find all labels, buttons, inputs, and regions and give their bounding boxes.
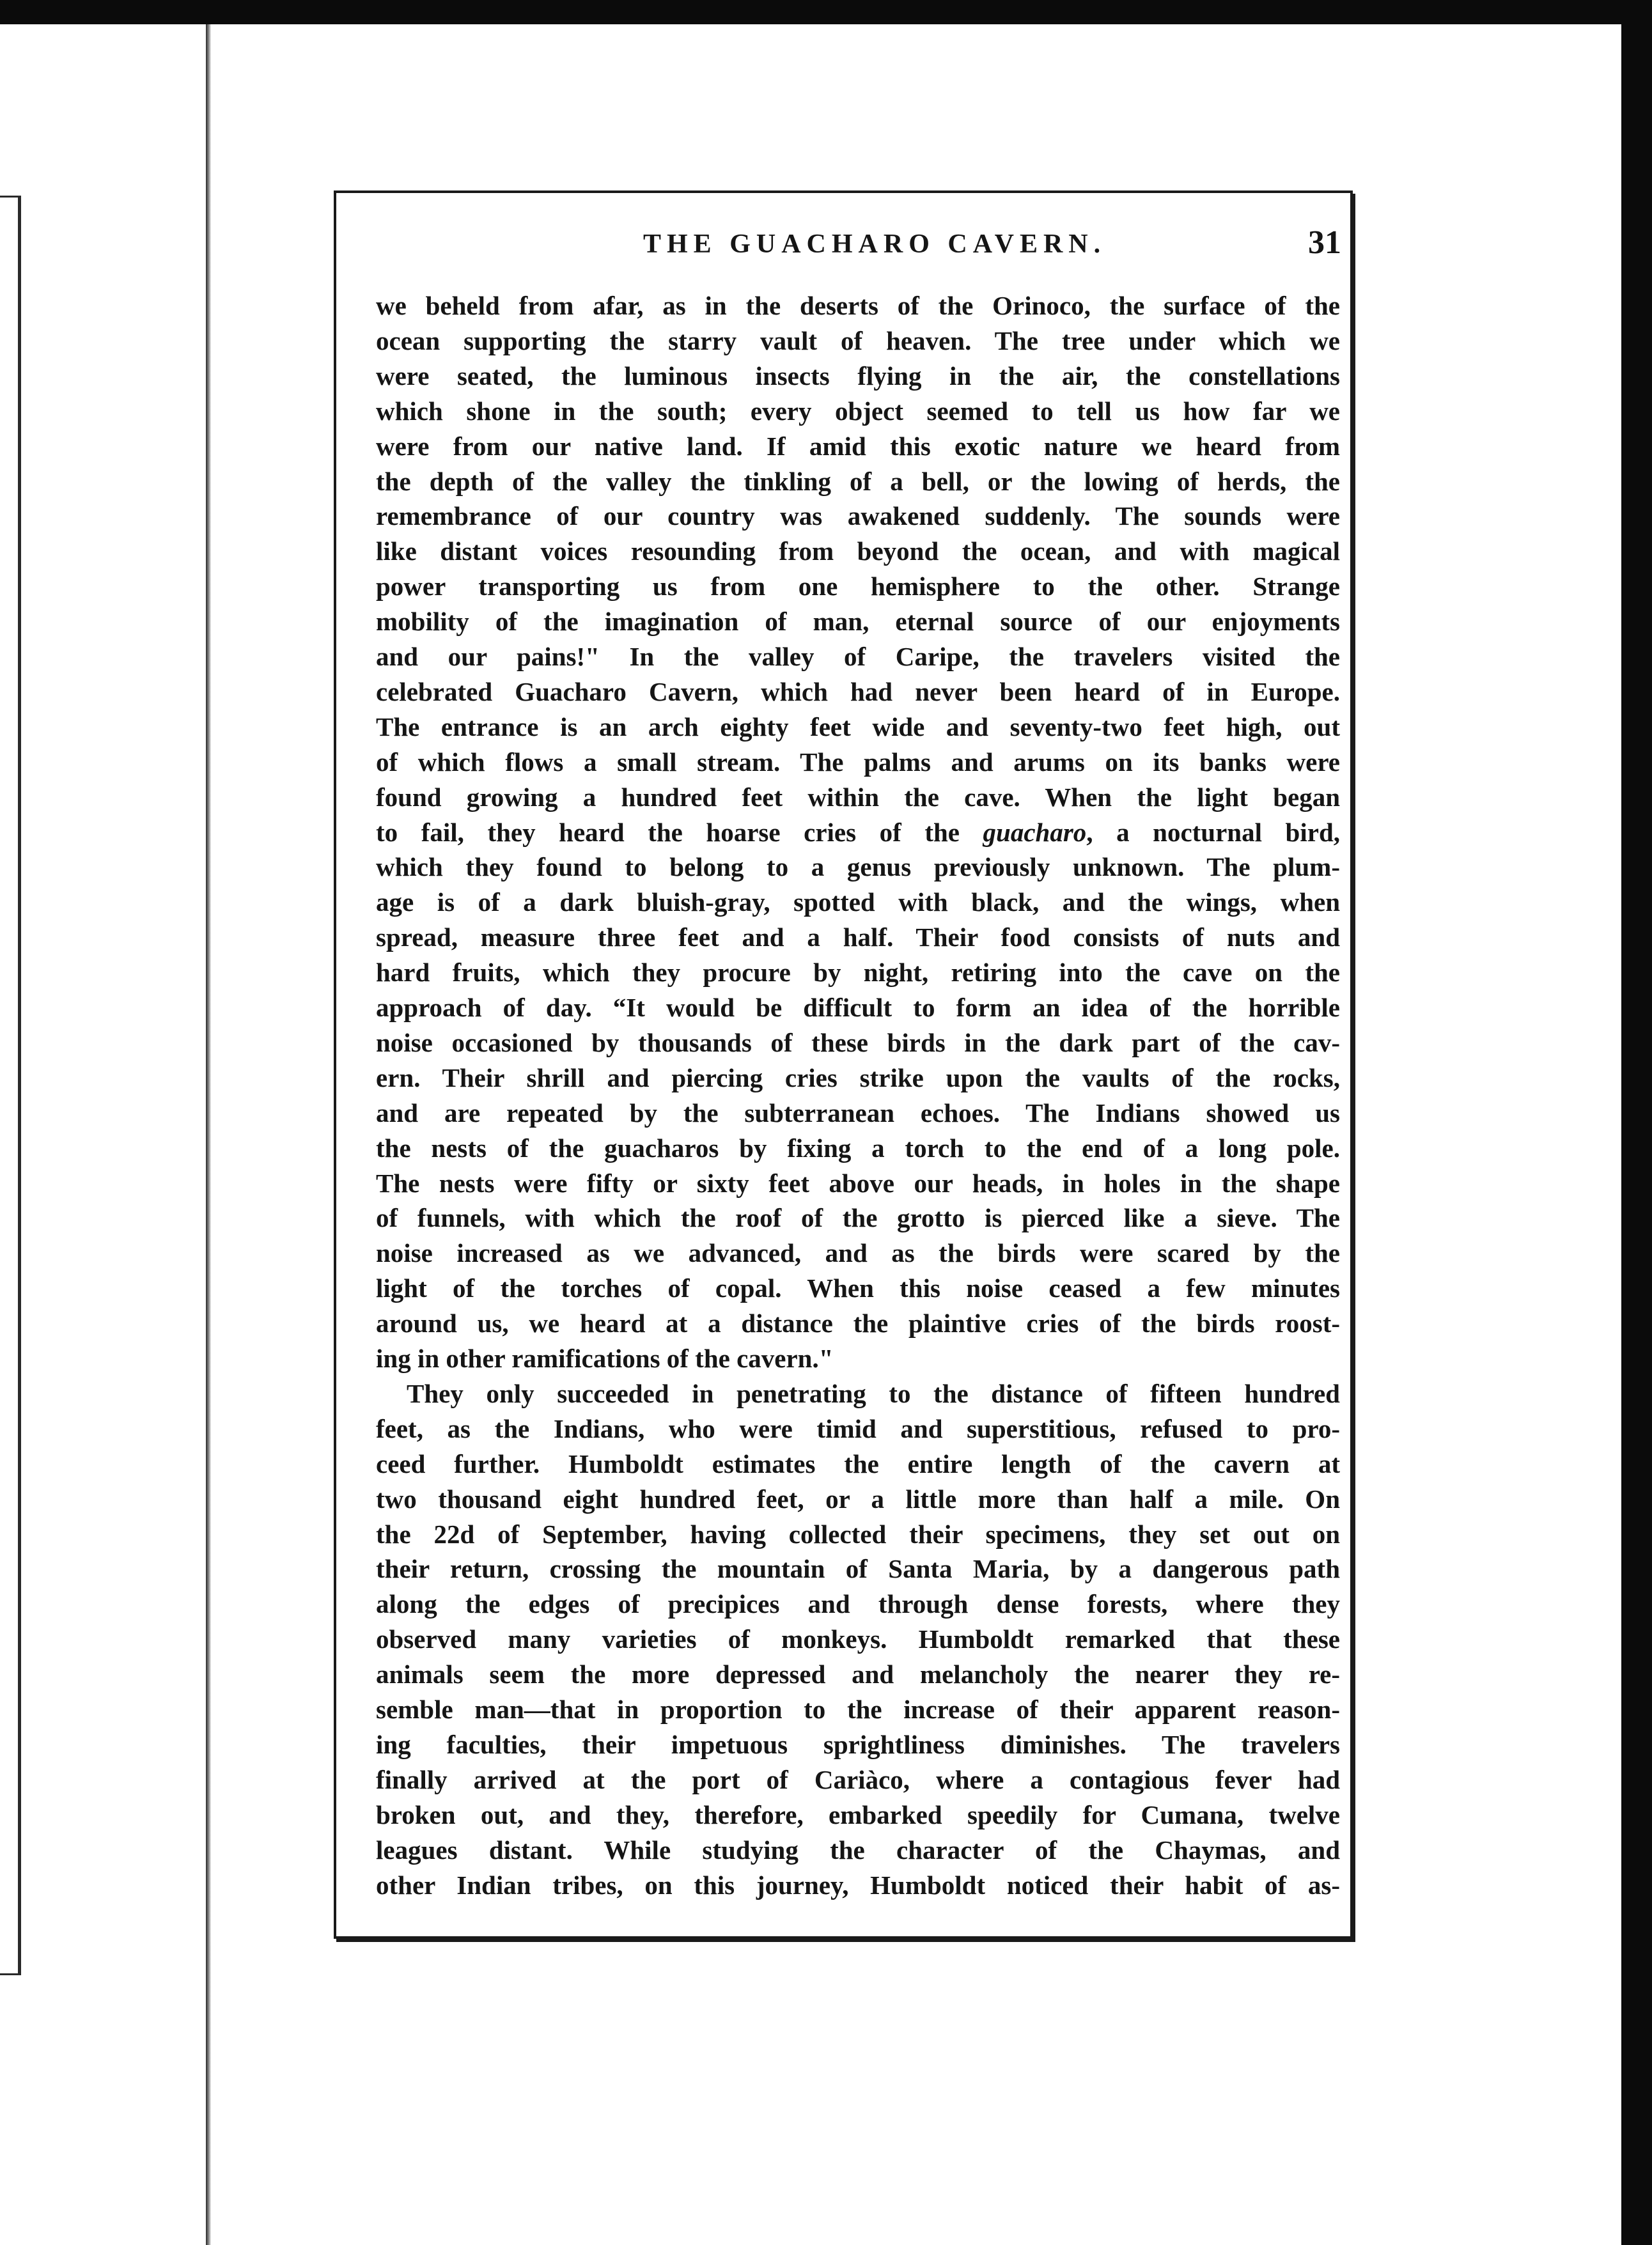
text-line: found growing a hundred feet within the cave. When the light began bbox=[376, 782, 1340, 812]
text-line: power transporting us from one hemisphere to the other. Strange bbox=[376, 571, 1340, 601]
text-line: the 22d of September, having collected their specimens, they set out on bbox=[376, 1519, 1340, 1549]
text-line: age is of a dark bluish-gray, spotted with black, and the wings, when bbox=[376, 887, 1340, 917]
text-line: celebrated Guacharo Cavern, which had never been heard of in Europe. bbox=[376, 677, 1340, 706]
facing-page-frame-edge bbox=[0, 196, 21, 1975]
text-line: the depth of the valley the tinkling of a bell, or the lowing of herds, the bbox=[376, 467, 1340, 496]
text-line: like distant voices resounding from beyond the ocean, and with magical bbox=[376, 536, 1340, 566]
text-line: two thousand eight hundred feet, or a little more than half a mile. On bbox=[376, 1484, 1340, 1514]
text-line: ocean supporting the starry vault of heaven. The tree under which we bbox=[376, 326, 1340, 355]
text-line: They only succeeded in penetrating to the distance of fifteen hundred bbox=[407, 1379, 1340, 1408]
text-line: light of the torches of copal. When this noise ceased a few minutes bbox=[376, 1273, 1340, 1303]
text-line: finally arrived at the port of Cariàco, where a contagious fever had bbox=[376, 1765, 1340, 1794]
text-line: which shone in the south; every object seemed to tell us how far we bbox=[376, 396, 1340, 426]
scan-right-border bbox=[1621, 0, 1652, 2245]
text-line: ing faculties, their impetuous sprightliness diminishes. The travelers bbox=[376, 1730, 1340, 1759]
text-line: which they found to belong to a genus previously unknown. The plum- bbox=[376, 852, 1340, 882]
text-line: of funnels, with which the roof of the grotto is pierced like a sieve. The bbox=[376, 1203, 1340, 1232]
text-line: ing in other ramifications of the cavern." bbox=[376, 1344, 834, 1373]
text-line: we beheld from afar, as in the deserts of the Orinoco, the surface of the bbox=[376, 291, 1340, 320]
text-line: were seated, the luminous insects flying in the air, the constellations bbox=[376, 361, 1340, 391]
page-number: 31 bbox=[1308, 224, 1341, 261]
text-line: around us, we heard at a distance the plaintive cries of the birds roost- bbox=[376, 1309, 1340, 1338]
text-line: along the edges of precipices and through dense forests, where they bbox=[376, 1589, 1340, 1619]
text-line: remembrance of our country was awakened suddenly. The sounds were bbox=[376, 501, 1340, 531]
text-line: animals seem the more depressed and melancholy the nearer they re- bbox=[376, 1659, 1340, 1689]
text-line: approach of day. “It would be difficult to form an idea of the horrible bbox=[376, 993, 1340, 1022]
book-gutter bbox=[206, 24, 211, 2245]
text-line: broken out, and they, therefore, embarked speedily for Cumana, twelve bbox=[376, 1800, 1340, 1829]
text-line: the nests of the guacharos by fixing a torch to the end of a long pole. bbox=[376, 1133, 1340, 1163]
text-line: ceed further. Humboldt estimates the entire length of the cavern at bbox=[376, 1449, 1340, 1479]
text-line: The entrance is an arch eighty feet wide and seventy-two feet high, out bbox=[376, 712, 1340, 742]
text-line: observed many varieties of monkeys. Humboldt remarked that these bbox=[376, 1624, 1340, 1654]
text-line: of which flows a small stream. The palms and arums on its banks were bbox=[376, 747, 1340, 777]
text-line: other Indian tribes, on this journey, Humboldt noticed their habit of as- bbox=[376, 1870, 1340, 1900]
text-line: leagues distant. While studying the character of the Chaymas, and bbox=[376, 1835, 1340, 1865]
text-line: feet, as the Indians, who were timid and superstitious, refused to pro- bbox=[376, 1414, 1340, 1443]
text-line: and are repeated by the subterranean echoes. The Indians showed us bbox=[376, 1098, 1340, 1128]
text-line: ern. Their shrill and piercing cries strike upon the vaults of the rocks, bbox=[376, 1063, 1340, 1092]
text-line: noise occasioned by thousands of these birds in the dark part of the cav- bbox=[376, 1028, 1340, 1057]
text-line: semble man—that in proportion to the increase of their apparent reason- bbox=[376, 1695, 1340, 1724]
running-head: THE GUACHARO CAVERN. bbox=[643, 229, 1107, 259]
italic-term: guacharo bbox=[983, 818, 1087, 847]
scan-top-border bbox=[0, 0, 1652, 24]
text-line: to fail, they heard the hoarse cries of the guacharo, a nocturnal bird, bbox=[376, 818, 1340, 847]
text-line: and our pains!" In the valley of Caripe, the travelers visited the bbox=[376, 642, 1340, 671]
text-line: were from our native land. If amid this exotic nature we heard from bbox=[376, 431, 1340, 461]
text-line: mobility of the imagination of man, eternal source of our enjoyments bbox=[376, 607, 1340, 636]
text-line: their return, crossing the mountain of Santa Maria, by a dangerous path bbox=[376, 1554, 1340, 1583]
text-line: spread, measure three feet and a half. Their food consists of nuts and bbox=[376, 922, 1340, 952]
text-line: noise increased as we advanced, and as the birds were scared by the bbox=[376, 1238, 1340, 1268]
text-line: hard fruits, which they procure by night, retiring into the cave on the bbox=[376, 958, 1340, 987]
text-line: The nests were fifty or sixty feet above our heads, in holes in the shape bbox=[376, 1169, 1340, 1198]
